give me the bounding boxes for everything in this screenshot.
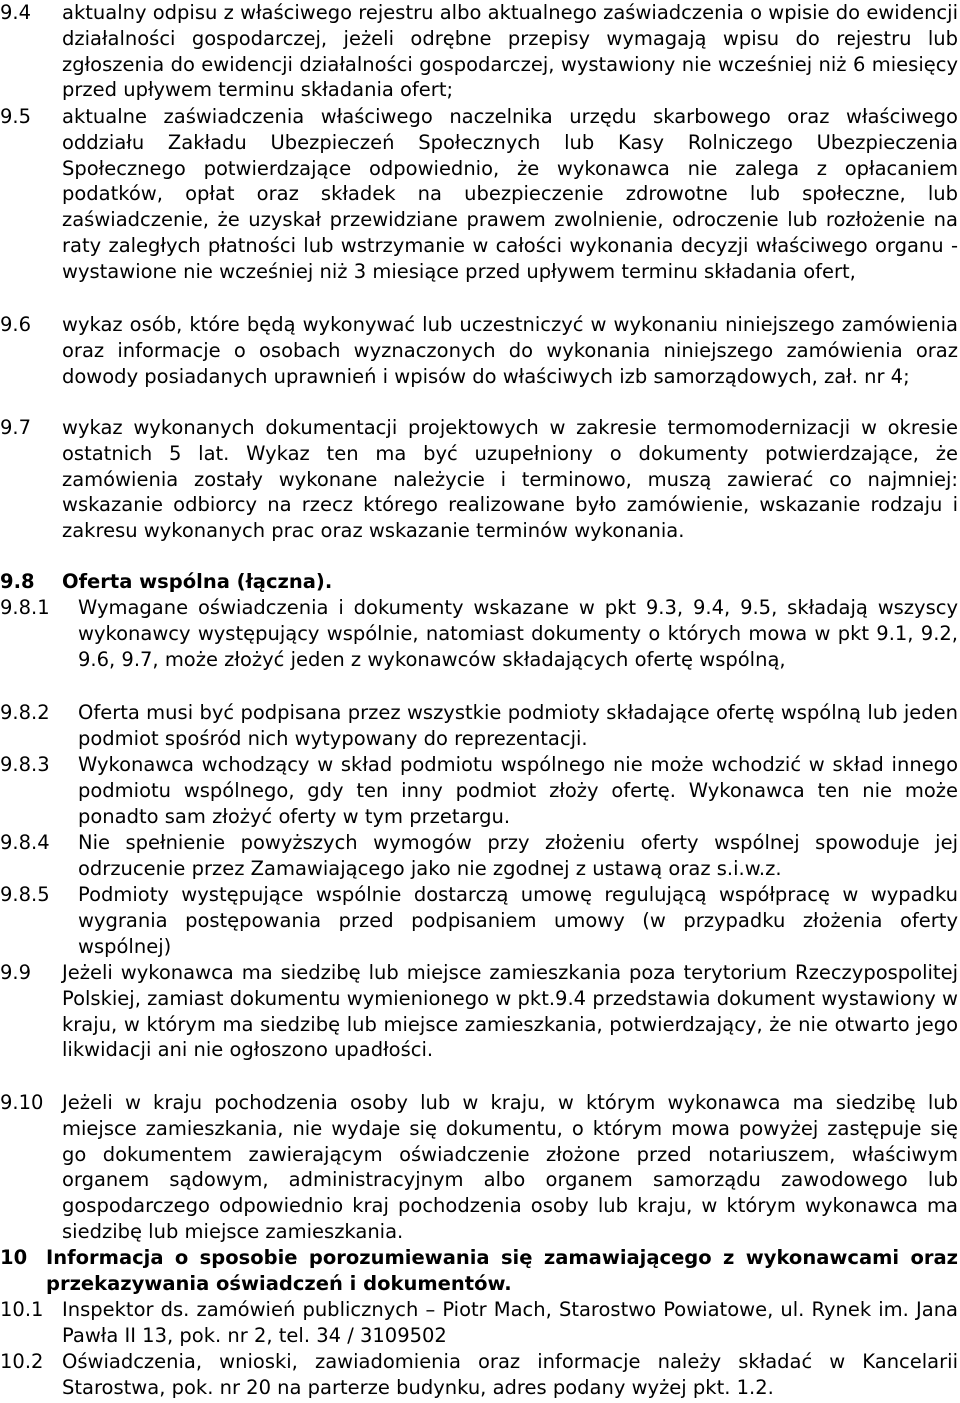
list-item-9-8-3: [0, 752, 960, 829]
list-item-9-4: [0, 0, 960, 103]
item-number: 9.8.4: [0, 831, 50, 854]
item-text: Inspektor ds. zamówień publicznych – Piotr Mach, Starostwo Powiatowe, ul. Rynek im. Jana Pawła II 13, pok. nr 2, tel. 34 / 3109502: [62, 1298, 958, 1347]
list-item-9-6: [0, 312, 960, 389]
section-heading-9-8: [0, 569, 960, 595]
item-number: 9.5: [0, 105, 32, 128]
item-number: 9.8.3: [0, 753, 50, 776]
item-number: 9.9: [0, 961, 32, 984]
item-number: 10.1: [0, 1298, 44, 1321]
item-text: Wykonawca wchodzący w skład podmiotu wspólnego nie może wchodzić w skład innego podmiotu wspólnego, gdy ten inny podmiot złoży ofertę. Wykonawca ten nie może ponadto sam złożyć oferty w tym przetargu.: [78, 753, 958, 828]
item-text: Jeżeli w kraju pochodzenia osoby lub w kraju, w którym wykonawca ma siedzibę lub miejsce zamieszkania, nie wydaje się dokumentu, o którym mowa powyżej zastępuje się go dokumentem zawierającym oświadczenie złożone przed notariuszem, właściwym organem sądowym, administracyjnym albo organem samorządu zawodowego lub gospodarczego odpowiednio kraj pochodzenia osoby lub kraju, w którym wykonawca ma siedzibę lub miejsce zamieszkania.: [62, 1091, 958, 1243]
list-item-10-1: [0, 1297, 960, 1349]
list-item-9-10: [0, 1090, 960, 1245]
item-text: wykaz osób, które będą wykonywać lub uczestniczyć w wykonaniu niniejszego zamówienia oraz informacje o osobach wyznaczonych do wykonania niniejszego zamówienia oraz dowody posiadanych uprawnień i wpisów do właściwych izb samorządowych, zał. nr 4;: [62, 313, 958, 388]
item-text: Jeżeli wykonawca ma siedzibę lub miejsce zamieszkania poza terytorium Rzeczypospolitej Polskiej, zamiast dokumentu wymienionego w pkt.9.4 przedstawia dokument wystawiony w kraju, w którym ma siedzibę lub miejsce zamieszkania, potwierdzający, że nie otwarto jego likwidacji ani nie ogłoszono upadłości.: [62, 961, 958, 1062]
list-item-10-2: [0, 1349, 960, 1401]
item-text: Nie spełnienie powyższych wymogów przy złożeniu oferty wspólnej spowoduje jej odrzucenie przez Zamawiającego jako nie zgodnej z ustawą oraz s.i.w.z.: [78, 831, 958, 880]
heading-number: 10: [0, 1246, 28, 1269]
item-text: aktualny odpisu z właściwego rejestru albo aktualnego zaświadczenia o wpisie do ewidencji działalności gospodarczej, jeżeli odrębne przepisy wymagają wpisu do rejestru lub zgłoszenia do ewidencji działalności gospodarczej, wystawiony nie wcześniej niż 6 miesięcy przed upływem terminu składania ofert;: [62, 1, 958, 102]
item-text: wykaz wykonanych dokumentacji projektowych w zakresie termomodernizacji w okresie ostatnich 5 lat. Wykaz ten ma być uzupełniony o dokumenty potwierdzające, że zamówienia zostały wykonane należycie i terminowo, muszą zawierać co najmniej: wskazanie odbiorcy na rzecz którego realizowane było zamówienie, wskazanie rodzaju i zakresu wykonanych prac oraz wskazanie terminów wykonania.: [62, 416, 958, 543]
list-item-9-8-2: [0, 700, 960, 752]
list-item-9-8-1: [0, 595, 960, 672]
list-item-9-5: [0, 104, 960, 285]
heading-text: Informacja o sposobie porozumiewania się zamawiającego z wykonawcami oraz przekazywania oświadczeń i dokumentów.: [46, 1246, 958, 1295]
item-number: 9.7: [0, 416, 32, 439]
heading-number: 9.8: [0, 570, 35, 593]
item-text: Oświadczenia, wnioski, zawiadomienia oraz informacje należy składać w Kancelarii Starostwa, pok. nr 20 na parterze budynku, adres podany wyżej pkt. 1.2.: [62, 1350, 958, 1399]
item-number: 9.4: [0, 1, 32, 24]
item-text: Oferta musi być podpisana przez wszystkie podmioty składające ofertę wspólną lub jeden podmiot spośród nich wytypowany do reprezentacji.: [78, 701, 958, 750]
item-number: 10.2: [0, 1350, 44, 1373]
list-item-9-8-5: [0, 882, 960, 959]
list-item-9-7: [0, 415, 960, 544]
item-number: 9.8.5: [0, 883, 50, 906]
item-number: 9.6: [0, 313, 32, 336]
item-text: Wymagane oświadczenia i dokumenty wskazane w pkt 9.3, 9.4, 9.5, składają wszyscy wykonawcy występujący wspólnie, natomiast dokumenty o których mowa w pkt 9.1, 9.2, 9.6, 9.7, może złożyć jeden z wykonawców składających ofertę wspólną,: [78, 596, 958, 671]
item-text: aktualne zaświadczenia właściwego naczelnika urzędu skarbowego oraz właściwego oddziału Zakładu Ubezpieczeń Społecznych lub Kasy Rolniczego Ubezpieczenia Społecznego potwierdzające odpowiednio, że wykonawca nie zalega z opłacaniem podatków, opłat oraz składek na ubezpieczenie zdrowotne lub społeczne, lub zaświadczenie, że uzyskał przewidziane prawem zwolnienie, odroczenie lub rozłożenie na raty zaległych płatności lub wstrzymanie w całości wykonania decyzji właściwego organu - wystawione nie wcześniej niż 3 miesiące przed upływem terminu składania ofert,: [62, 105, 958, 283]
list-item-9-8-4: [0, 830, 960, 882]
item-text: Podmioty występujące wspólnie dostarczą umowę regulującą współpracę w wypadku wygrania postępowania przed podpisaniem umowy (w przypadku złożenia oferty wspólnej): [78, 883, 958, 958]
heading-text: Oferta wspólna (łączna).: [62, 570, 333, 593]
section-heading-10: [0, 1245, 960, 1297]
item-number: 9.8.1: [0, 596, 50, 619]
list-item-9-9: [0, 960, 960, 1063]
item-number: 9.8.2: [0, 701, 50, 724]
item-number: 9.10: [0, 1091, 44, 1114]
